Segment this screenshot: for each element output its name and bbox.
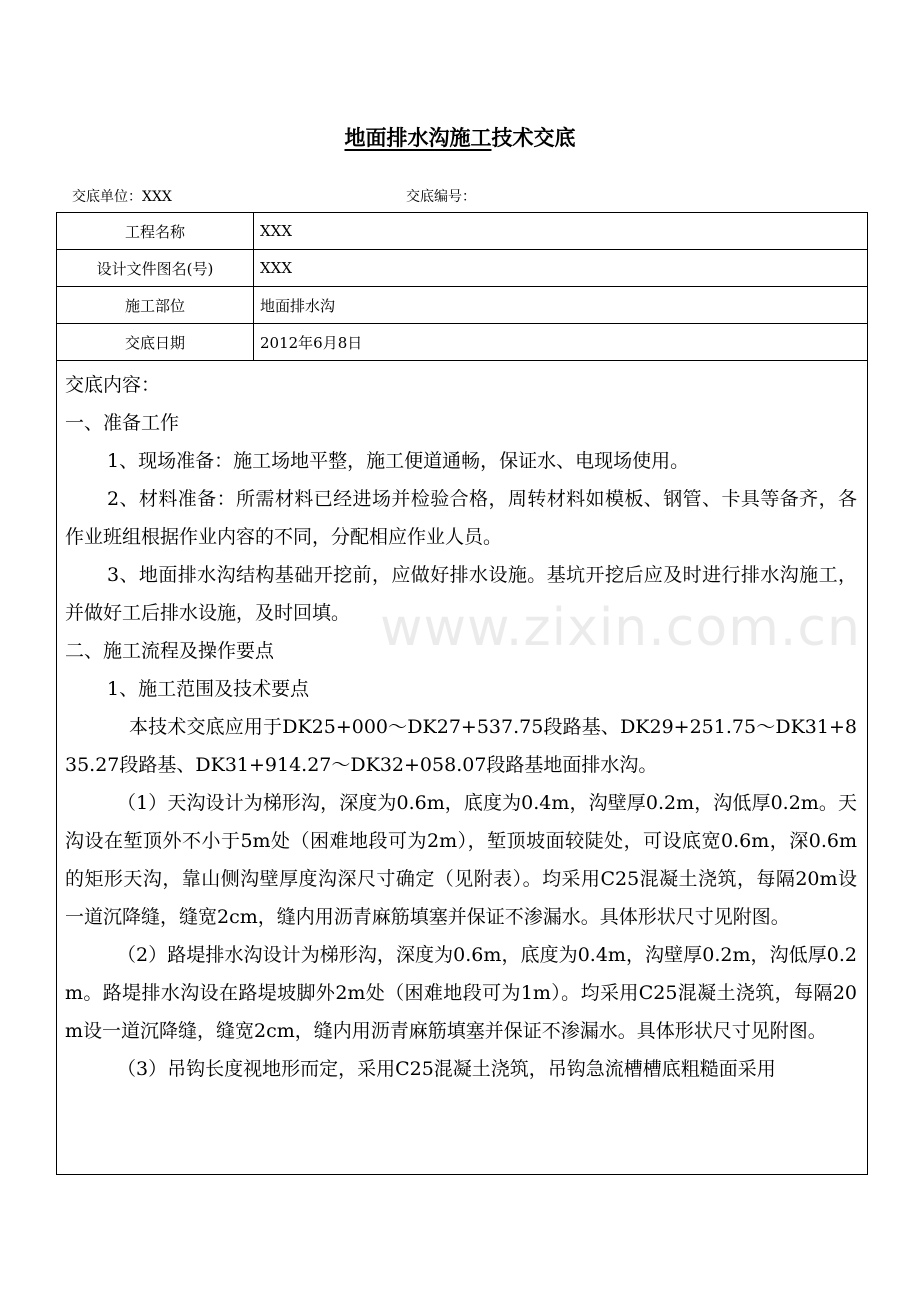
title-underlined: 地面排水沟施工: [344, 125, 492, 150]
row-value: XXX: [254, 213, 868, 250]
section-heading: 一、准备工作: [65, 412, 180, 434]
disclosure-content: [56, 361, 868, 1175]
row-label: 工程名称: [57, 213, 254, 250]
row-value: XXX: [254, 250, 868, 287]
info-table: [56, 212, 868, 361]
table-row: [57, 324, 868, 361]
paragraph: 1、现场准备：施工场地平整，施工便道通畅，保证水、电现场使用。: [107, 450, 690, 472]
row-value: 2012年6月8日: [254, 324, 868, 361]
row-label: 施工部位: [57, 287, 254, 324]
paragraph: 2、材料准备：所需材料已经进场并检验合格，周转材料如模板、钢管、卡具等备齐，各作业班组根据作业内容的不同，分配相应作业人员。: [65, 488, 857, 548]
watermark: www.zixin.com.cn: [380, 598, 861, 658]
table-row: [57, 213, 868, 250]
disclosure-number: 交底编号：: [406, 189, 476, 205]
paragraph: 3、地面排水沟结构基础开挖前，应做好排水设施。基坑开挖后应及时进行排水沟施工，并做好工后排水设施，及时回填。: [65, 564, 857, 624]
row-value: 地面排水沟: [254, 287, 868, 324]
table-row: [57, 250, 868, 287]
paragraph: （2）路堤排水沟设计为梯形沟，深度为0.6m，底度为0.4m，沟壁厚0.2m，沟低厚0.2m。路堤排水沟设在路堤坡脚外2m处（困难地段可为1m）。均采用C25混凝土浇筑，每隔20m设一道沉降缝，缝宽2cm，缝内用沥青麻筋填塞并保证不渗漏水。具体形状尺寸见附图。: [65, 944, 857, 1042]
content-heading: 交底内容：: [65, 374, 161, 396]
row-label: 交底日期: [57, 324, 254, 361]
document-title: [0, 122, 920, 152]
disclosure-unit: 交底单位：XXX: [72, 189, 172, 205]
subsection-heading: 1、施工范围及技术要点: [107, 678, 310, 700]
paragraph: 本技术交底应用于DK25+000～DK27+537.75段路基、DK29+251.75～DK31+835.27段路基、DK31+914.27～DK32+058.07段路基地面排水沟。: [65, 716, 857, 776]
title-rest: 技术交底: [491, 125, 576, 150]
section-heading: 二、施工流程及操作要点: [65, 640, 275, 662]
paragraph: （1）天沟设计为梯形沟，深度为0.6m，底度为0.4m，沟壁厚0.2m，沟低厚0.2m。天沟设在堑顶外不小于5m处（困难地段可为2m），堑顶坡面较陡处，可设底宽0.6m，深0.6m的矩形天沟，靠山侧沟壁厚度沟深尺寸确定（见附表）。均采用C25混凝土浇筑，每隔20m设一道沉降缝，缝宽2cm，缝内用沥青麻筋填塞并保证不渗漏水。具体形状尺寸见附图。: [65, 792, 857, 928]
paragraph: （3）吊钩长度视地形而定，采用C25混凝土浇筑，吊钩急流槽槽底粗糙面采用: [117, 1058, 776, 1080]
table-row: [57, 287, 868, 324]
row-label: 设计文件图名(号): [57, 250, 254, 287]
